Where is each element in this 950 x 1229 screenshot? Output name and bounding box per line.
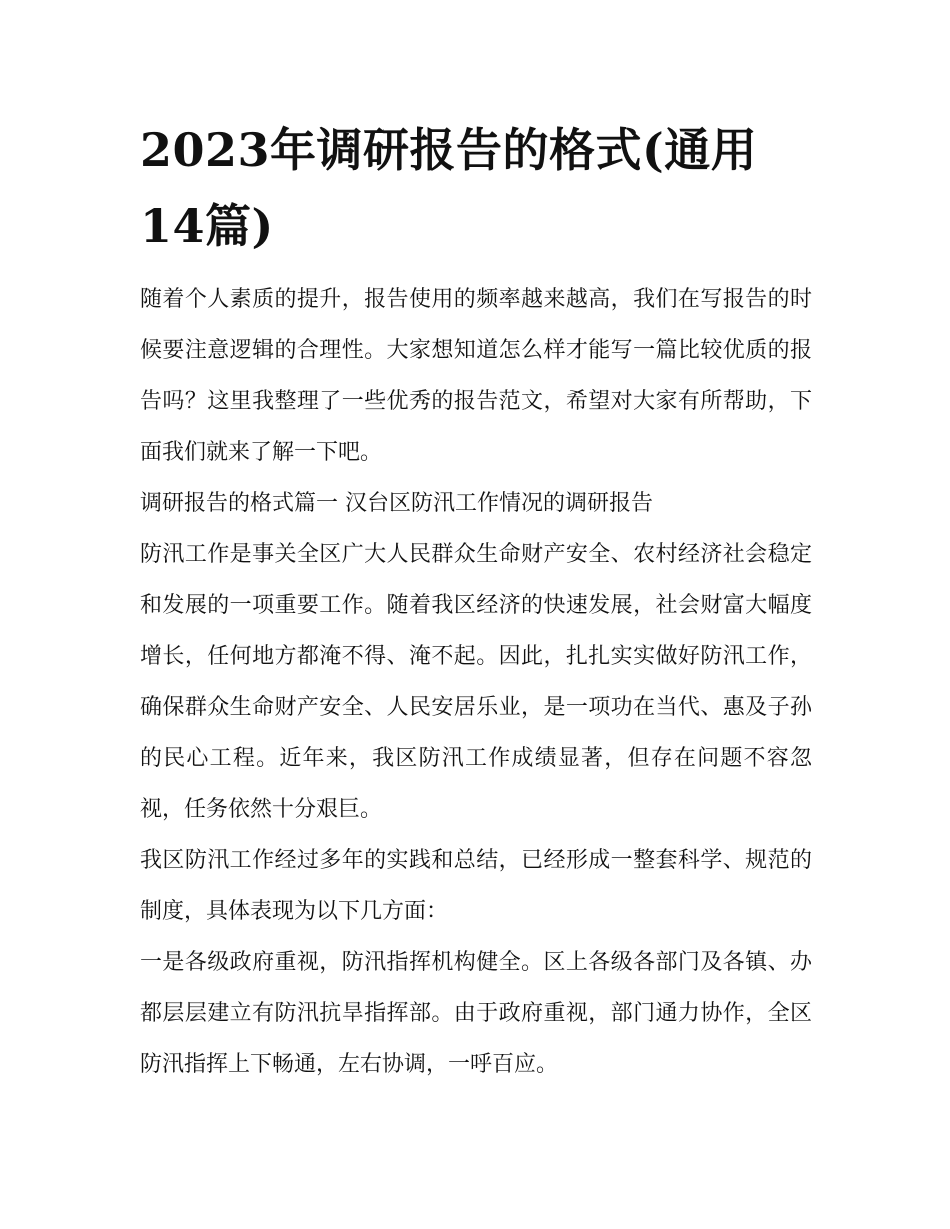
body-paragraph: 一是各级政府重视，防汛指挥机构健全。区上各级各部门及各镇、办都层层建立有防汛抗旱指挥部。由于政府重视，部门通力协作，全区防汛指挥上下畅通，左右协调，一呼百应。 [140, 950, 812, 1077]
section-heading: 调研报告的格式篇一 汉台区防汛工作情况的调研报告 [140, 491, 653, 516]
body-paragraph: 防汛工作是事关全区广大人民群众生命财产安全、农村经济社会稳定和发展的一项重要工作。随着我区经济的快速发展，社会财富大幅度增长，任何地方都淹不得、淹不起。因此，扎扎实实做好防汛工作，确保群众生命财产安全、人民安居乐业，是一项功在当代、惠及子孙的民心工程。近年来，我区防汛工作成绩显著，但存在问题不容忽视，任务依然十分艰巨。 [140, 542, 812, 822]
intro-paragraph: 随着个人素质的提升，报告使用的频率越来越高，我们在写报告的时候要注意逻辑的合理性。大家想知道怎么样才能写一篇比较优质的报告吗？这里我整理了一些优秀的报告范文，希望对大家有所帮助，下面我们就来了解一下吧。 [140, 287, 812, 465]
document-content [140, 112, 812, 1090]
document-body [140, 274, 812, 1090]
document-title: 2023年调研报告的格式(通用14篇) [140, 123, 758, 253]
body-paragraph: 我区防汛工作经过多年的实践和总结，已经形成一整套科学、规范的制度，具体表现为以下几方面： [140, 848, 812, 924]
